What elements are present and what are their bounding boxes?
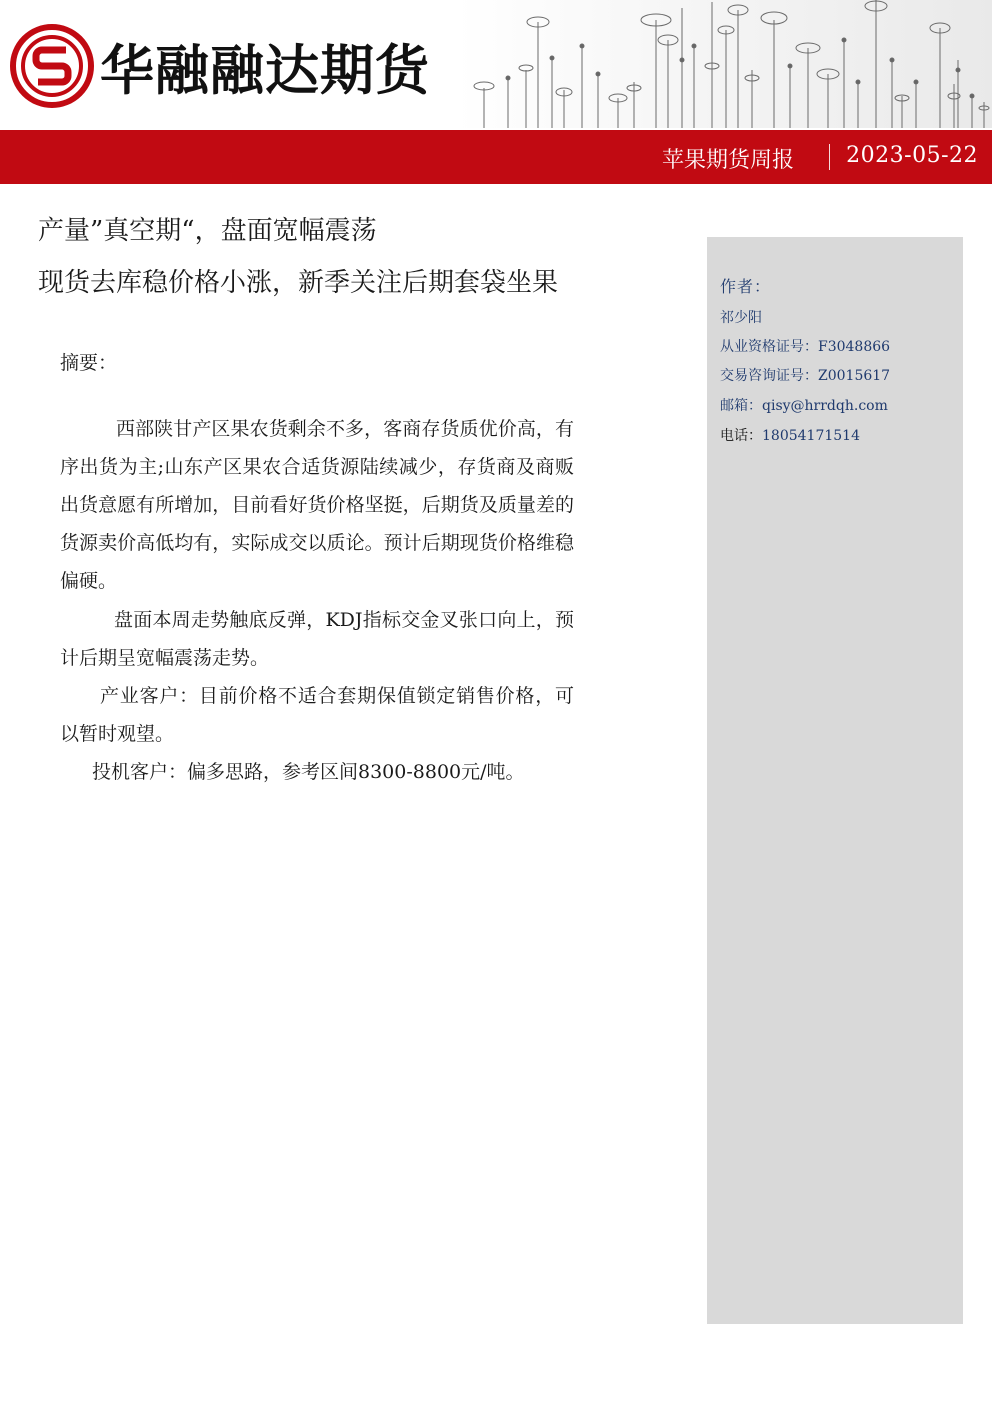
cert-label: 从业资格证号： — [720, 339, 818, 355]
summary-paragraph: 盘面本周走势触底反弹，KDJ指标交金叉张口向上，预计后期呈宽幅震荡走势。 — [60, 609, 574, 669]
summary-label: 摘要： — [60, 352, 118, 374]
consult-label: 交易咨询证号： — [720, 368, 818, 384]
report-date: 2023-05-22 — [846, 143, 978, 168]
headline-2: 现货去库稳价格小涨，新季关注后期套袋坐果 — [38, 268, 559, 298]
author-phone — [720, 425, 860, 445]
summary-paragraph: 西部陕甘产区果农货剩余不多，客商存货质优价高，有序出货为主;山东产区果农合适货源陆续减少，存货商及商贩出货意愿有所增加，目前看好货价格坚挺，后期货及质量差的货源卖价高低均有，实际成交以质论。预计后期现货价格维稳偏硬。 — [60, 418, 574, 592]
phone-value: 18054171514 — [762, 428, 860, 444]
circle-s-logo-icon — [10, 24, 94, 108]
headline-1: 产量”真空期“，盘面宽幅震荡 — [38, 216, 377, 246]
summary-paragraph: 产业客户：目前价格不适合套期保值锁定销售价格，可以暂时观望。 — [60, 685, 574, 745]
qualification-cert — [720, 336, 890, 356]
brand-logo — [10, 24, 430, 108]
consult-value: Z0015617 — [818, 368, 891, 384]
summary-paragraph: 投机客户：偏多思路，参考区间8300-8800元/吨。 — [92, 761, 525, 783]
author-email — [720, 395, 888, 415]
brand-name: 华融融达期货 — [100, 38, 430, 102]
header-decoration — [456, 0, 992, 128]
report-type: 苹果期货周报 — [661, 148, 794, 173]
author-sidebar — [707, 237, 963, 1324]
email-label: 邮箱： — [720, 398, 762, 414]
phone-label: 电话： — [720, 428, 762, 444]
author-name: 祁少阳 — [720, 310, 762, 326]
author-label: 作者： — [720, 277, 772, 296]
email-value[interactable]: qisy@hrrdqh.com — [762, 398, 888, 414]
consulting-cert — [720, 365, 890, 385]
cert-value: F3048866 — [818, 339, 891, 355]
header-divider — [829, 144, 830, 170]
header-band — [0, 130, 992, 184]
